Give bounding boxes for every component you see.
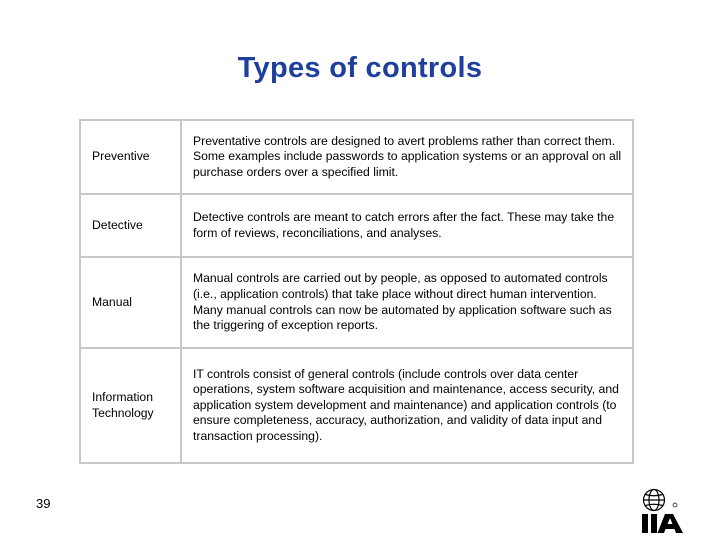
table-row xyxy=(80,257,633,348)
iia-globe-logo-icon xyxy=(638,487,698,535)
table-row xyxy=(80,348,633,463)
control-term: Information Technology xyxy=(80,348,181,463)
controls-table xyxy=(79,119,634,464)
control-term: Manual xyxy=(80,257,181,348)
table-row xyxy=(80,194,633,257)
slide-title: Types of controls xyxy=(237,52,483,84)
control-description: Preventative controls are designed to avert problems rather than correct them. Some examples include passwords to application systems or an approval on all purchase orders over a specified limit. xyxy=(181,120,633,194)
control-description: Manual controls are carried out by people, as opposed to automated controls (i.e., application controls) that take place without direct human intervention. Many manual controls can now be automated by application software such as the triggering of exception reports. xyxy=(181,257,633,348)
control-description: IT controls consist of general controls (include controls over data center operations, system software acquisition and maintenance, access security, and application system development and maintenance) and application controls (to ensure completeness, accuracy, authorization, and validity of data input and transaction processing). xyxy=(181,348,633,463)
control-term: Preventive xyxy=(80,120,181,194)
control-description: Detective controls are meant to catch errors after the fact. These may take the form of reviews, reconciliations, and analyses. xyxy=(181,194,633,257)
page-number: 39 xyxy=(36,496,51,511)
control-term: Detective xyxy=(80,194,181,257)
table-row xyxy=(80,120,633,194)
